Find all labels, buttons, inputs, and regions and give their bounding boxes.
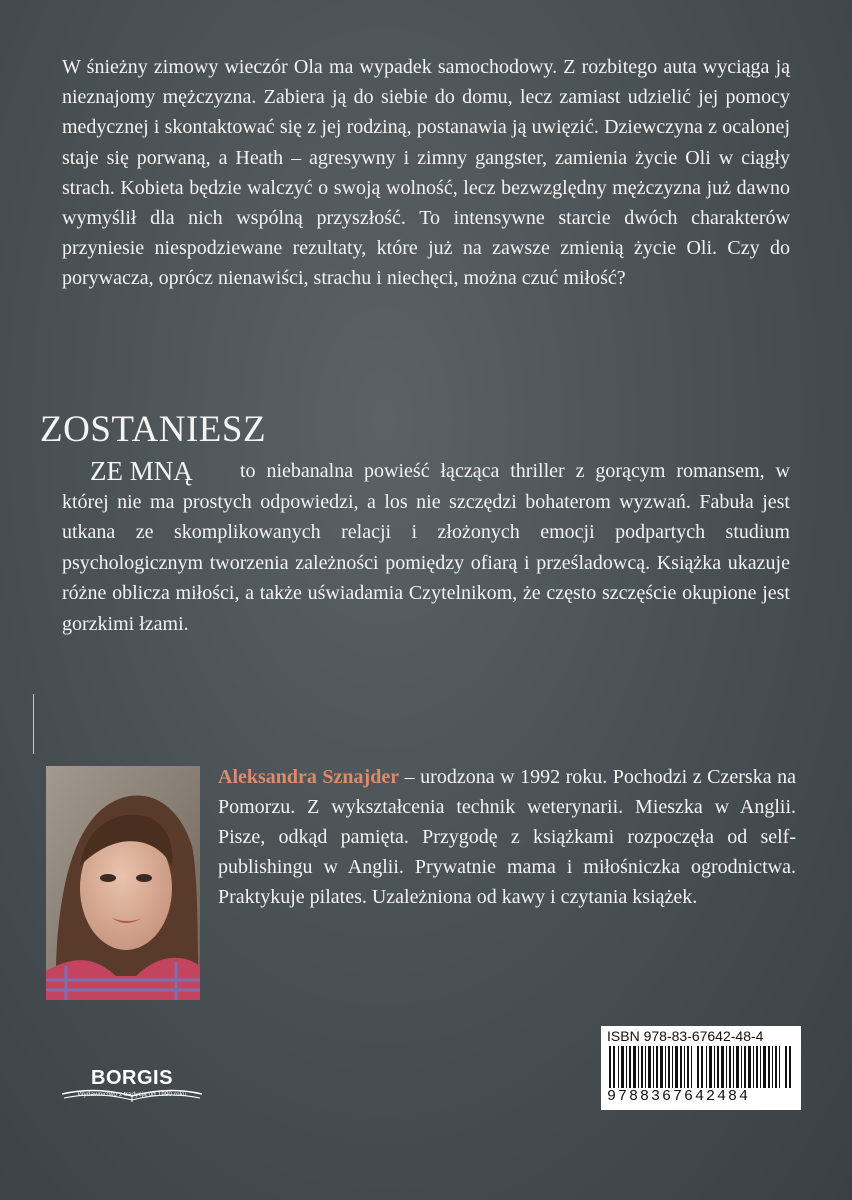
book-icon: [56, 1064, 208, 1108]
author-bio: [218, 762, 796, 912]
decorative-divider: [33, 694, 34, 754]
isbn-barcode: [601, 1026, 801, 1110]
publisher-name: BORGIS: [91, 1067, 173, 1089]
publisher-logo: [56, 1064, 208, 1108]
author-name: Aleksandra Sznajder: [218, 766, 400, 788]
author-photo: [46, 766, 200, 1000]
publisher-tagline: Wydawnictwo z tradycją od 1990 roku: [77, 1091, 187, 1098]
barcode-bars: [607, 1046, 795, 1094]
book-description: [62, 456, 790, 639]
book-title-line2: ZE MNĄ: [90, 456, 193, 486]
book-title-line1: ZOSTANIESZ: [40, 409, 267, 450]
isbn-digits: 9788367642484: [607, 1088, 795, 1105]
book-description-text: to niebanalna powieść łącząca thriller z gorącym romansem, w której nie ma prostych odpowiedzi, a los nie szczędzi bohaterom wyzwań. Fabuła jest utkana ze skomplikowanych relacji i złożonych emocji podpartych studium psychologicznym tworzenia zależności pomiędzy ofiarą i prześladowcą. Książka ukazuje różne oblicza miłości, a także uświadamia Czytelnikom, że często szczęście okupione jest gorzkimi łzami.: [62, 460, 790, 635]
isbn-label: ISBN 978-83-67642-48-4: [607, 1028, 764, 1044]
author-bio-text: – urodzona w 1992 roku. Pochodzi z Czerska na Pomorzu. Z wykształcenia technik weterynarii. Mieszka w Anglii. Pisze, odkąd pamięta. Przygodę z książkami rozpoczęła od self-publishingu w Anglii. Prywatnie mama i miłośniczka ogrodnictwa. Praktykuje pilates. Uzależniona od kawy i czytania książek.: [218, 766, 796, 908]
back-cover-blurb: W śnieżny zimowy wieczór Ola ma wypadek samochodowy. Z rozbitego auta wyciąga ją nieznajomy mężczyzna. Zabiera ją do siebie do domu, lecz zamiast udzielić jej pomocy medycznej i skontaktować się z jej rodziną, postanawia ją uwięzić. Dziewczyna z ocalonej staje się porwaną, a Heath – agresywny i zimny gangster, zamienia życie Oli w ciągły strach. Kobieta będzie walczyć o swoją wolność, lecz bezwzględny mężczyzna już dawno wymyślił dla nich wspólną przyszłość. To intensywne starcie dwóch charakterów przyniesie niespodziewane rezultaty, które już na zawsze zmienią życie Oli. Czy do porywacza, oprócz nienawiści, strachu i niechęci, można czuć miłość?: [62, 56, 790, 290]
